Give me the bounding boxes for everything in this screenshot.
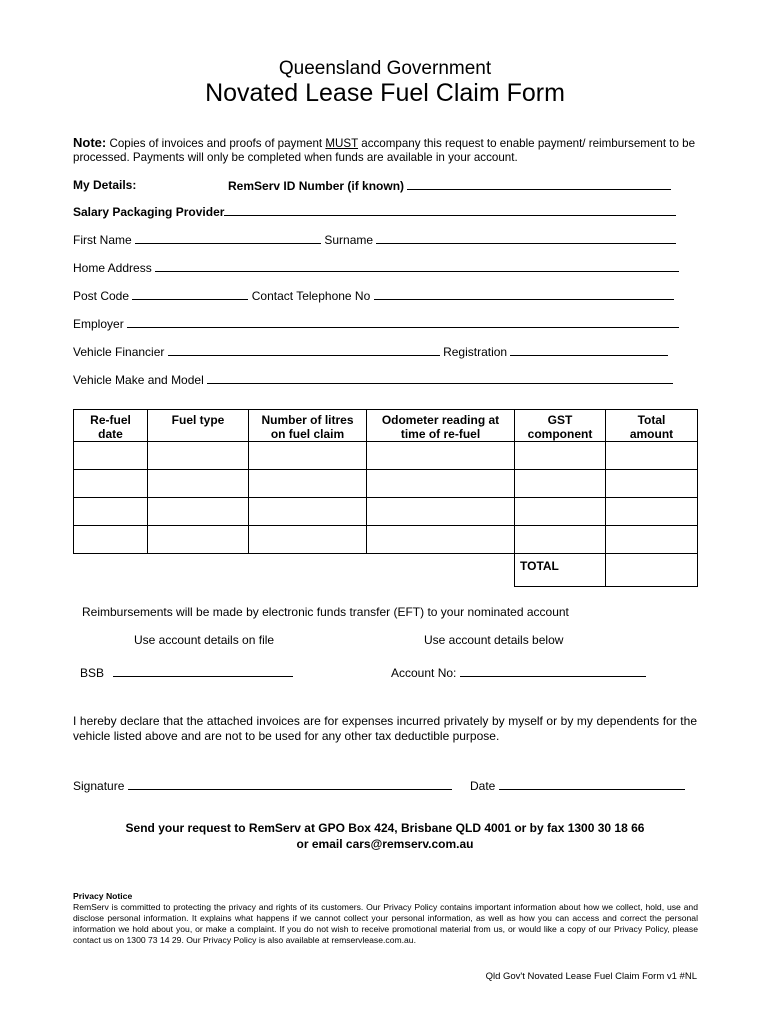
form-version-footer: Qld Gov't Novated Lease Fuel Claim Form v1 #NL [485,971,697,982]
declaration-text: I hereby declare that the attached invoices are for expenses incurred privately by myself or by my dependents for the vehicle listed above and are not to be used for any other tax deductible purpose. [73,714,697,743]
table-cell[interactable] [515,498,606,526]
date-field[interactable] [499,778,685,790]
table-cell[interactable] [606,526,698,554]
table-cell[interactable] [148,442,249,470]
table-cell[interactable] [367,526,515,554]
bsb-field[interactable] [113,665,293,677]
post-code-field[interactable] [132,288,248,300]
send-line-1: Send your request to RemServ at GPO Box 424, Brisbane QLD 4001 or by fax 1300 30 18 66 [125,821,645,835]
contact-phone-label: Contact Telephone No [251,289,371,303]
postcode-phone-row [73,288,674,303]
option-account-below[interactable]: Use account details below [424,633,564,647]
table-cell[interactable] [249,470,367,498]
table-total-row [74,554,698,587]
date-row [470,778,685,793]
salary-provider-label: Salary Packaging Provider [73,205,225,219]
registration-label: Registration [443,345,508,359]
vehicle-financier-field[interactable] [168,344,440,356]
note-label: Note: [73,135,107,150]
table-cell[interactable] [515,470,606,498]
note-must: MUST [325,137,359,150]
send-instructions [0,820,770,852]
fuel-claim-table [73,409,698,587]
signature-label: Signature [73,779,125,793]
contact-phone-field[interactable] [374,288,674,300]
table-cell[interactable] [515,442,606,470]
send-line-2: or email cars@remserv.com.au [296,837,474,851]
privacy-notice [73,891,698,946]
table-cell[interactable] [249,526,367,554]
surname-label: Surname [324,233,374,247]
table-cell[interactable] [367,470,515,498]
table-cell[interactable] [74,498,148,526]
vehicle-financier-label: Vehicle Financier [73,345,165,359]
employer-field[interactable] [127,316,679,328]
remserv-id-label: RemServ ID Number (if known) [228,179,405,193]
home-address-row [73,260,679,275]
account-no-field[interactable] [460,665,646,677]
total-amount-cell[interactable] [606,554,698,587]
table-cell[interactable] [74,526,148,554]
first-name-label: First Name [73,233,132,247]
table-row [74,470,698,498]
bsb-row [80,665,293,680]
table-cell[interactable] [367,498,515,526]
table-row [74,442,698,470]
note-text-after: accompany this request to enable payment/ reimbursement to be processed. Payments will only be completed when funds are available in your account. [73,137,696,164]
note-text-before: Copies of invoices and proofs of payment [109,137,323,150]
vehicle-make-row [73,372,673,387]
header-fuel-type: Fuel type [148,410,249,442]
remserv-id-row [228,178,671,193]
home-address-label: Home Address [73,261,152,275]
salary-provider-row [73,204,676,219]
bsb-label: BSB [80,666,105,680]
first-name-field[interactable] [135,232,321,244]
table-header-row [74,410,698,442]
registration-field[interactable] [510,344,668,356]
employer-row [73,316,679,331]
table-cell[interactable] [249,498,367,526]
my-details-label: My Details: [73,178,137,192]
table-cell[interactable] [606,498,698,526]
financier-row [73,344,668,359]
option-account-on-file[interactable]: Use account details on file [134,633,275,647]
remserv-id-field[interactable] [407,178,671,190]
header-odometer: Odometer reading at time of re-fuel [367,410,515,442]
form-title: Novated Lease Fuel Claim Form [205,79,565,107]
table-cell[interactable] [515,526,606,554]
table-cell[interactable] [606,442,698,470]
post-code-label: Post Code [73,289,130,303]
account-no-row [391,665,646,680]
surname-field[interactable] [376,232,676,244]
vehicle-make-model-field[interactable] [207,372,673,384]
account-no-label: Account No: [391,666,457,680]
table-cell[interactable] [148,470,249,498]
signature-row [73,778,452,793]
table-cell[interactable] [74,442,148,470]
header-litres: Number of litres on fuel claim [249,410,367,442]
table-row [74,498,698,526]
employer-label: Employer [73,317,124,331]
salary-provider-field[interactable] [224,204,676,216]
home-address-field[interactable] [155,260,679,272]
agency-name: Queensland Government [278,58,492,79]
table-cell[interactable] [74,470,148,498]
privacy-title: Privacy Notice [73,891,133,901]
table-cell[interactable] [606,470,698,498]
table-row [74,526,698,554]
signature-field[interactable] [128,778,452,790]
date-label: Date [470,779,496,793]
privacy-text: RemServ is committed to protecting the privacy and rights of its customers. Our Privacy Policy contains important information about how we collect, hold, use and disclose personal information. It explains what happens if we cannot collect your personal information, as well as how you can access and correct the personal information we hold about you, or make a complaint. If you do not wish to receive promotional material from us, or would like a copy of our Privacy Policy, please contact us on 1300 73 14 29. Our Privacy Policy is also available at remservlease.com.au. [73,902,698,945]
table-cell[interactable] [249,442,367,470]
header-total-amount: Total amount [606,410,698,442]
header-gst: GST component [515,410,606,442]
table-cell[interactable] [148,498,249,526]
table-cell[interactable] [367,442,515,470]
total-label: TOTAL [515,554,606,587]
name-row [73,232,676,247]
note-paragraph [73,136,713,165]
table-cell[interactable] [148,526,249,554]
eft-text: Reimbursements will be made by electronic funds transfer (EFT) to your nominated account [82,605,569,619]
vehicle-make-model-label: Vehicle Make and Model [73,373,204,387]
header-refuel-date: Re-fuel date [74,410,148,442]
